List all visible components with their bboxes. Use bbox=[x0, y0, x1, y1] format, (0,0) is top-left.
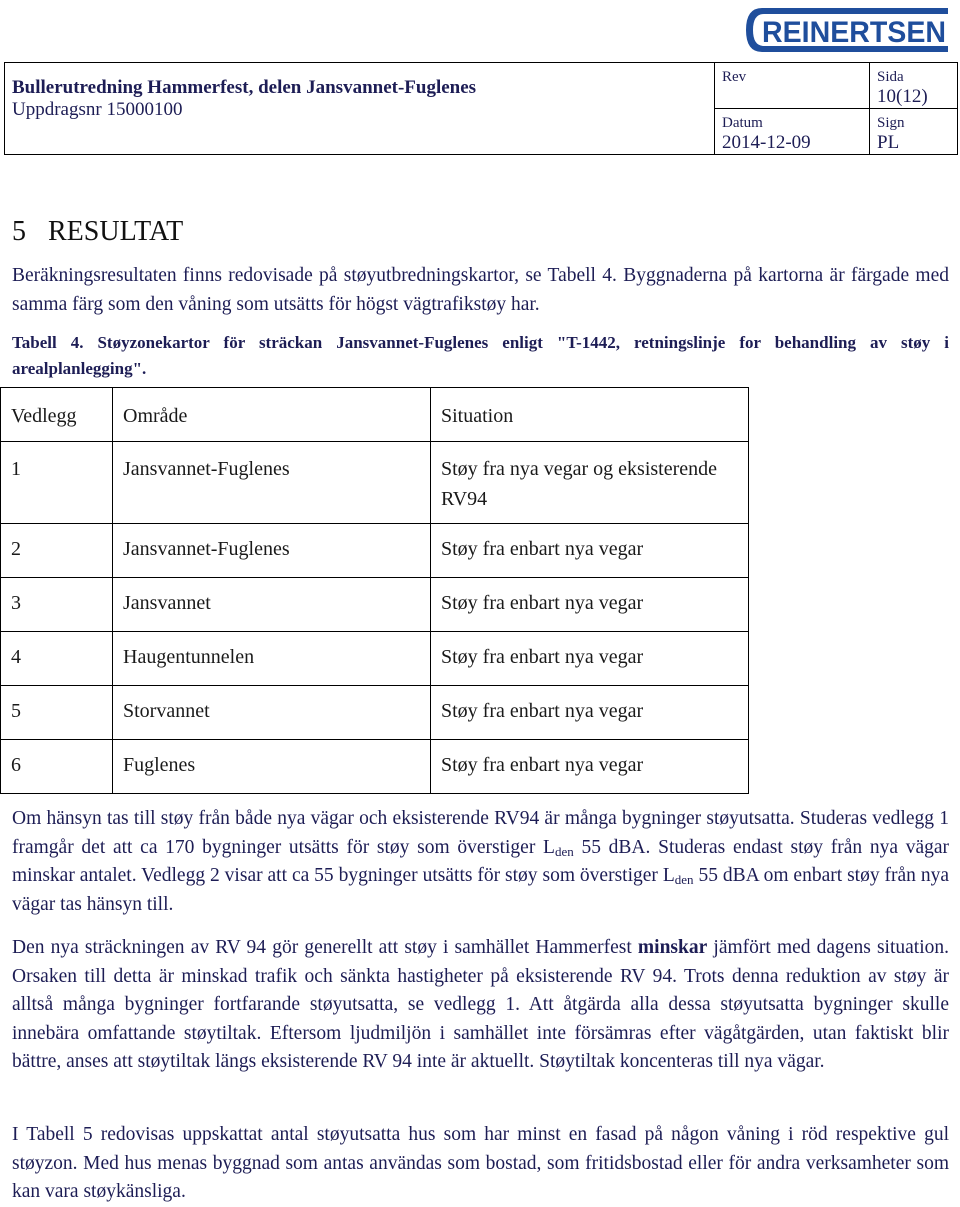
cell-omrade: Haugentunnelen bbox=[113, 632, 431, 686]
sign-cell bbox=[870, 109, 958, 155]
cell-situation: Støy fra enbart nya vegar bbox=[431, 686, 749, 740]
cell-vedlegg: 4 bbox=[1, 632, 113, 686]
header-omrade: Område bbox=[113, 388, 431, 442]
paragraph-reduction bbox=[12, 934, 949, 1077]
cell-vedlegg: 1 bbox=[1, 442, 113, 524]
emphasis-minskar: minskar bbox=[637, 937, 708, 958]
cell-omrade: Jansvannet-Fuglenes bbox=[113, 524, 431, 578]
paragraph-table5: I Tabell 5 redovisas uppskattat antal støyutsatta hus som har minst en fasad på någon våning i röd respektive gul støyzon. Med hus menas byggnad som antas användas som bostad, som fritidsbostad eller för andra verksamheter som kan vara støykänsliga. bbox=[12, 1124, 949, 1202]
table-row bbox=[1, 686, 749, 740]
section-heading bbox=[12, 216, 183, 248]
rev-label: Rev bbox=[722, 69, 747, 85]
cell-omrade: Fuglenes bbox=[113, 740, 431, 794]
header-title-cell bbox=[5, 63, 715, 155]
header-vedlegg: Vedlegg bbox=[1, 388, 113, 442]
paragraph-reduction-part-b: jämfört med dagens situation. Orsaken till detta är minskad trafik och sänkta hastigheter på eksisterende RV 94. Trots denna reduktion av støy är alltså många bygninger fortfarande støyutsatta, se vedlegg 1. Att åtgärda alla dessa støyutsatta bygninger skulle innebära omfattande støytiltak. Eftersom ljudmiljön i samhället inte försämras efter vägåtgärden, utan faktiskt blir bättre, anses att støytiltak längs eksisterende RV 94 inte är aktuellt. Støytiltak koncenteras till nya vägar. bbox=[12, 937, 949, 1072]
lden-subscript: den bbox=[674, 872, 694, 887]
cell-vedlegg: 5 bbox=[1, 686, 113, 740]
cell-omrade: Jansvannet bbox=[113, 578, 431, 632]
cell-vedlegg: 6 bbox=[1, 740, 113, 794]
intro-paragraph: Beräkningsresultaten finns redovisade på støyutbredningskartor, se Tabell 4. Byggnaderna på kartorna är färgade med samma färg som den våning som utsätts för högst vägtrafikstøy har. bbox=[12, 265, 949, 315]
sida-label: Sida bbox=[877, 69, 904, 85]
header-situation: Situation bbox=[431, 388, 749, 442]
document-header bbox=[4, 62, 958, 155]
lden-subscript: den bbox=[554, 843, 574, 859]
project-number: Uppdragsnr 15000100 bbox=[12, 99, 183, 120]
datum-label: Datum bbox=[722, 115, 763, 131]
table-row bbox=[1, 740, 749, 794]
cell-situation: Støy fra enbart nya vegar bbox=[431, 524, 749, 578]
cell-situation: Støy fra enbart nya vegar bbox=[431, 578, 749, 632]
section-number: 5 bbox=[12, 216, 26, 247]
paragraph-exposure-part-c: 55 dBA om enbart støy från nya vägar tas hänsyn till. bbox=[12, 865, 949, 915]
cell-situation: Støy fra enbart nya vegar bbox=[431, 740, 749, 794]
table-row bbox=[1, 442, 749, 524]
paragraph-reduction-part-a: Den nya sträckningen av RV 94 gör generellt att støy i samhället Hammerfest bbox=[12, 937, 638, 958]
cell-omrade: Jansvannet-Fuglenes bbox=[113, 442, 431, 524]
datum-value: 2014-12-09 bbox=[722, 132, 811, 153]
paragraph-exposure-part-b: 55 dBA. Studeras endast støy från nya vägar minskar antalet. Vedlegg 2 visar att ca 55 bygninger utsätts för støy som överstiger L bbox=[12, 836, 949, 886]
table-row bbox=[1, 632, 749, 686]
paragraph-exposure-part-a: Om hänsyn tas till støy från både nya vägar och eksisterende RV94 är många bygninger støyutsatta. Studeras vedlegg 1 framgår det att ca 170 bygninger utsätts för støy som överstiger L bbox=[12, 808, 949, 858]
table-row bbox=[1, 578, 749, 632]
section-title: RESULTAT bbox=[48, 216, 184, 247]
page-number: 10(12) bbox=[877, 86, 928, 107]
rev-cell bbox=[715, 63, 870, 109]
cell-situation: Støy fra enbart nya vegar bbox=[431, 632, 749, 686]
cell-omrade: Storvannet bbox=[113, 686, 431, 740]
noise-map-table bbox=[0, 387, 749, 794]
sign-value: PL bbox=[877, 132, 900, 153]
cell-situation: Støy fra nya vegar og eksisterende RV94 bbox=[431, 442, 749, 524]
company-logo bbox=[742, 2, 954, 58]
cell-vedlegg: 3 bbox=[1, 578, 113, 632]
sign-label: Sign bbox=[877, 115, 905, 131]
paragraph-exposure bbox=[12, 805, 949, 919]
logo-text: REINERTSEN bbox=[762, 16, 946, 49]
table-header-row bbox=[1, 388, 749, 442]
cell-vedlegg: 2 bbox=[1, 524, 113, 578]
sida-cell bbox=[870, 63, 958, 109]
table-caption: Tabell 4. Støyzonekartor för sträckan Jansvannet-Fuglenes enligt "T-1442, retningslinje for behandling av støy i arealplanlegging". bbox=[12, 333, 949, 378]
datum-cell bbox=[715, 109, 870, 155]
document-title: Bullerutredning Hammerfest, delen Jansvannet-Fuglenes bbox=[12, 77, 477, 98]
table-row bbox=[1, 524, 749, 578]
